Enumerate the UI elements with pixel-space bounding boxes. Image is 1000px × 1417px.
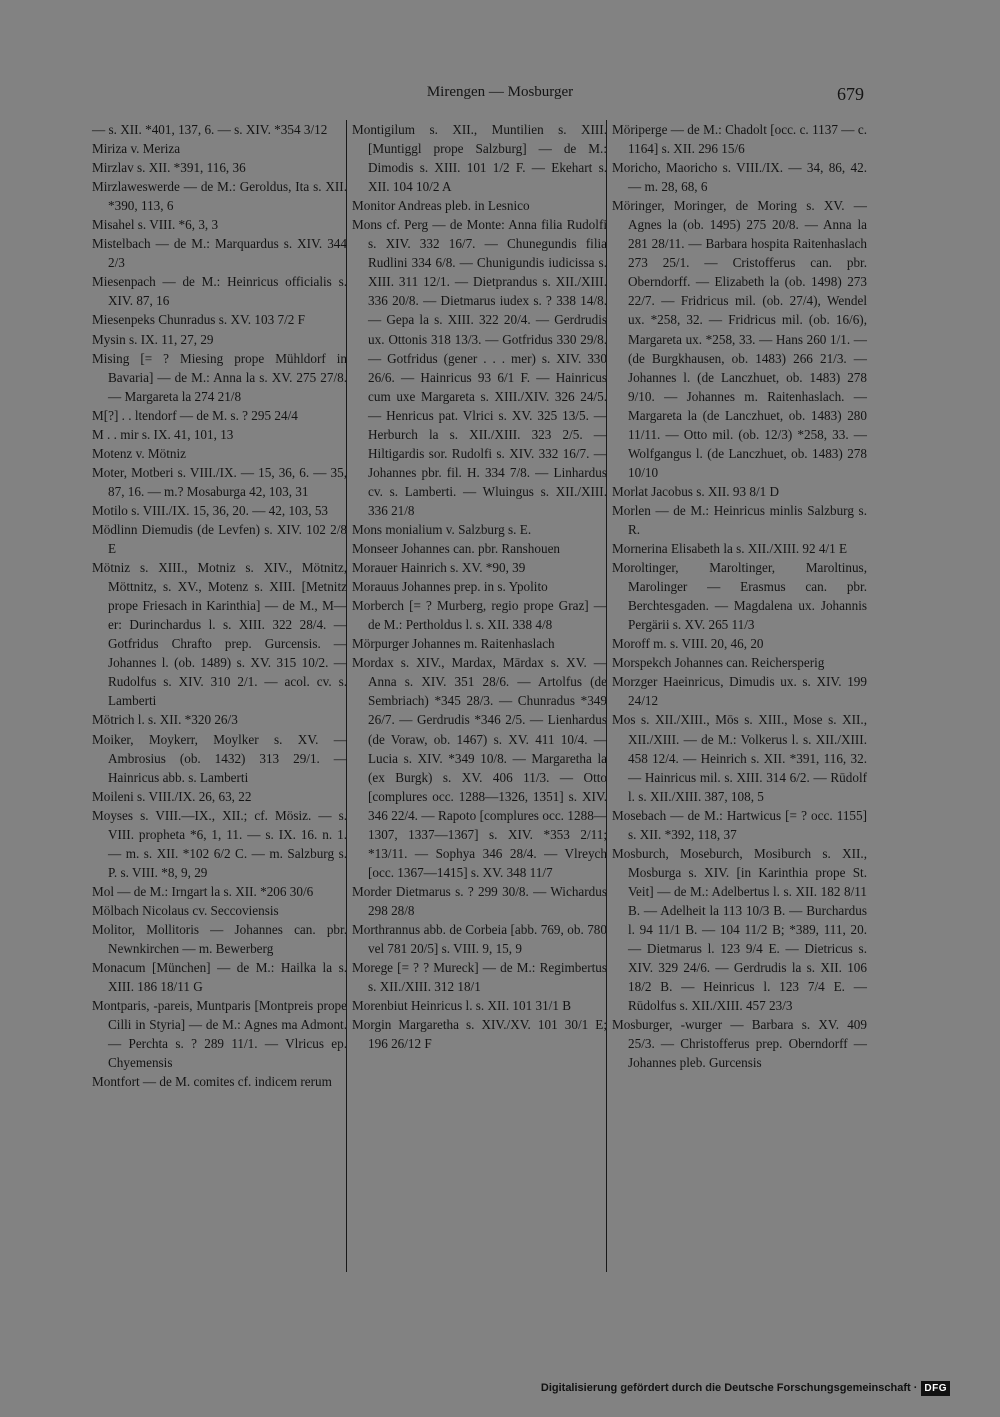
index-entry: — s. XII. *401, 137, 6. — s. XIV. *354 3/12 bbox=[92, 122, 328, 137]
index-entry: Molitor, Mollitoris — Johannes can. pbr. Newnkirchen — m. Bewerberg bbox=[92, 921, 347, 957]
index-entry: Mirzlaweswerde — de M.: Geroldus, Ita s. XII. *390, 113, 6 bbox=[92, 179, 347, 214]
index-entry: Mysin s. IX. 11, 27, 29 bbox=[92, 331, 214, 347]
index-column-2 bbox=[352, 120, 607, 1053]
index-entry: Mörpurger Johannes m. Raitenhaslach bbox=[352, 636, 555, 652]
index-entry: Miriza v. Meriza bbox=[92, 141, 181, 157]
index-entry: Moroff m. s. VIII. 20, 46, 20 bbox=[612, 636, 764, 652]
index-entry: Mos s. XII./XIII., Mōs s. XIII., Mose s. XII., XII./XIII. — de M.: Volkerus l. s. XII./XIII. 458 12/4. — Heinrich s. XII. *391, 116, 32. — Hainricus mil. s. XIII. 314 6/2. — Rūdolf l. s. XII./XIII. 387, 108, 5 bbox=[612, 712, 867, 804]
index-entry: Morenbiut Heinricus l. s. XII. 101 31/1 B bbox=[352, 998, 572, 1014]
index-entry: Moroltinger, Maroltinger, Maroltinus, Marolinger — Erasmus can. pbr. Berchtesgaden. — Magdalena ux. Johannis Pergärii s. XV. 265 11/3 bbox=[612, 560, 867, 633]
dfg-logo: DFG bbox=[921, 1381, 950, 1396]
index-entry: Mordax s. XIV., Mardax, Mārdax s. XV. — Anna s. XIV. 351 28/6. — Artolfus (de Sembriach) *345 28/3. — Chunradus *349 26/7. — Gerdrudis *346 2/5. — Lienhardus (de Voraw, ob. 1467) s. XV. 411 10/4. — Lucia s. XIV. *349 10/8. — Margaretha la (ex Burgk) s. XV. 406 11/3. — Otto [complures occ. 1288—1326, 1351] s. XIV. 346 22/4. — Rapoto [complures occ. 1288—1307, 1337—1367] s. XIV. *353 2/11; *13/11. — Sophya 346 28/4. — Vlreych [occ. 1367—1415] s. XV. 348 11/7 bbox=[352, 655, 607, 880]
index-entry: Morlat Jacobus s. XII. 93 8/1 D bbox=[612, 483, 780, 499]
index-entry: Mötniz s. XIII., Motniz s. XIV., Mötnitz, Möttnitz, s. XV., Motenz s. XIII. [Metnitz prope Friesach in Karinthia] — de M., M—er: Durinchardus l. s. XIII. 322 28/4. — Gotfridus Chrafto prep. Gurcensis. — Johannes l. (ob. 1489) s. XV. 315 10/2. — Rudolfus s. XIV. 310 2/1. — acol. cv. s. Lamberti bbox=[92, 560, 347, 709]
index-entry: Mölbach Nicolaus cv. Seccoviensis bbox=[92, 902, 279, 918]
index-entry: Montparis, -pareis, Muntparis [Montpreis prope Cilli in Styria] — de M.: Agnes ma Admont. — Perchta s. ? 289 11/1. — Vlricus ep. Chyemensis bbox=[92, 998, 347, 1071]
index-entry: M . . mir s. IX. 41, 101, 13 bbox=[92, 426, 234, 442]
index-entry: Montfort — de M. comites cf. indicem rerum bbox=[92, 1074, 332, 1090]
index-entry: Morthrannus abb. de Corbeia [abb. 769, ob. 780 vel 781 20/5] s. VIII. 9, 15, 9 bbox=[352, 921, 607, 957]
index-entry: Mosburch, Moseburch, Mosiburch s. XII., Mosburga s. XIV. [in Karinthia prope St. Veit] — de M.: Adelbertus l. s. XII. 182 8/11 B. — Adelheit la 113 10/3 B. — Burchardus l. 94 11/1 B. — 104 11/2 B; *389, 111, 20. — Dietmarus l. 123 9/4 E. — Dietricus s. XIV. 329 24/6. — Gerdrudis la s. XII. 106 18/2 B. — Heinricus l. 123 7/4 E. — Rūdolfus s. XII./XIII. 457 23/3 bbox=[612, 845, 867, 1014]
index-entry: Monacum [München] — de M.: Hailka la s. XIII. 186 18/11 G bbox=[92, 960, 347, 995]
page-number: 679 bbox=[837, 84, 864, 104]
index-entry: Montigilum s. XII., Muntilien s. XIII. [Muntiggl prope Salzburg] — de M.: Dimodis s. XIII. 101 1/2 F. — Ekehart s. XII. 104 10/2 A bbox=[352, 122, 607, 195]
index-entry: Mornerina Elisabeth la s. XII./XIII. 92 4/1 E bbox=[612, 541, 848, 557]
index-entry: Moyses s. VIII.—IX., XII.; cf. Mösiz. — s. VIII. propheta *6, 1, 11. — s. IX. 16. n. 1. — m. s. XII. *102 6/2 C. — m. Salzburg s. P. s. VIII. *8, 9, 29 bbox=[92, 807, 347, 880]
footer-credit bbox=[541, 1377, 950, 1399]
index-entry: Motenz v. Mötniz bbox=[92, 445, 187, 461]
index-entry: Moileni s. VIII./IX. 26, 63, 22 bbox=[92, 788, 252, 804]
index-column-1 bbox=[92, 120, 347, 1091]
index-entry: Moricho, Maoricho s. VIII./IX. — 34, 86, 42. — m. 28, 68, 6 bbox=[612, 160, 867, 195]
index-entry: Monseer Johannes can. pbr. Ranshouen bbox=[352, 541, 561, 557]
footer-text: Digitalisierung gefördert durch die Deutsche Forschungsgemeinschaft · bbox=[540, 1382, 918, 1394]
index-entry: Möringer, Moringer, de Moring s. XV. — Agnes la (ob. 1495) 275 20/8. — Anna la 281 28/11. — Barbara hospita Raitenhaslach 273 25/1. — Cristofferus can. pbr. Oberndorff. — Elizabeth la (ob. 1498) 273 22/7. — Fridricus mil. (ob. 27/4), Wendel ux. *258, 32. — Fridricus mil. (ob. 16/6), Margareta ux. *258, 33. — Hans 260 1/1. — (de Burgkhausen, ob. 1483) 266 21/3. — Johannes l. (de Lanczhuet, ob. 1483) 278 9/10. — Johannes m. Raitenhaslach. — Margareta la (de Lanczhuet, ob. 1483) 280 11/11. — Otto mil. (ob. 12/3) *258, 33. — Wolfgangus l. (de Lanczhuet, ob. 1483) 278 10/10 bbox=[612, 198, 867, 480]
index-entry: Morder Dietmarus s. ? 299 30/8. — Wichardus 298 28/8 bbox=[352, 883, 607, 918]
index-entry: Motilo s. VIII./IX. 15, 36, 20. — 42, 103, 53 bbox=[92, 502, 329, 518]
index-entry: Moter, Motberi s. VIII./IX. — 15, 36, 6. — 35, 87, 16. — m.? Mosaburga 42, 103, 31 bbox=[92, 464, 347, 499]
index-entry: Mol — de M.: Irngart la s. XII. *206 30/6 bbox=[92, 883, 314, 899]
index-column-3 bbox=[612, 120, 867, 1072]
index-entry: Moiker, Moykerr, Moylker s. XV. — Ambrosius (ob. 1432) 313 29/1. — Hainricus abb. s. Lamberti bbox=[92, 731, 347, 785]
index-entry: Morauer Hainrich s. XV. *90, 39 bbox=[352, 560, 526, 576]
index-entry: Mistelbach — de M.: Marquardus s. XIV. 344 2/3 bbox=[92, 236, 347, 271]
index-entry: Mons monialium v. Salzburg s. E. bbox=[352, 521, 532, 537]
index-entry: Misahel s. VIII. *6, 3, 3 bbox=[92, 217, 219, 233]
index-entry: Morspekch Johannes can. Reichersperig bbox=[612, 655, 825, 671]
index-entry: Morzger Haeinricus, Dimudis ux. s. XIV. 199 24/12 bbox=[612, 674, 867, 709]
index-entry: Mötrich l. s. XII. *320 26/3 bbox=[92, 712, 238, 728]
index-entry: Miesenpach — de M.: Heinricus officialis s. XIV. 87, 16 bbox=[92, 274, 347, 309]
index-entry: Morberch [= ? Murberg, regio prope Graz] — de M.: Pertholdus l. s. XII. 338 4/8 bbox=[352, 598, 607, 633]
index-entry: Morgin Margaretha s. XIV./XV. 101 30/1 E; 196 26/12 F bbox=[352, 1017, 607, 1052]
index-entry: Mons cf. Perg — de Monte: Anna filia Rudolfi s. XIV. 332 16/7. — Chunegundis filia Rudlini 334 6/8. — Chunigundis iudicissa s. XIII. 311 12/1. — Dietprandus s. XII./XIII. 336 20/8. — Dietmarus iudex s. ? 338 14/8. — Gepa la s. XIII. 322 20/4. — Gerdrudis ux. Ottonis 318 13/3. — Gotfridus 330 29/8. — Gotfridus (gener . . . mer) s. XIV. 330 26/6. — Hainricus 93 6/1 F. — Hainricus cum uxe Margareta s. XIII./XIV. 326 24/5. — Henricus pat. Vlrici s. XV. 325 13/5. — Herburch la s. XII./XIII. 323 2/5. — Hiltigardis sor. Rudolfi s. XIV. 332 16/7. — Johannes pbr. fil. H. 334 7/8. — Linhardus cv. s. Lamberti. — Wluingus s. XII./XIII. 336 21/8 bbox=[352, 217, 607, 518]
index-entry: M[?] . . ltendorf — de M. s. ? 295 24/4 bbox=[92, 407, 298, 423]
index-entry: Möriperge — de M.: Chadolt [occ. c. 1137 — c. 1164] s. XII. 296 15/6 bbox=[612, 122, 867, 157]
index-entry: Morlen — de M.: Heinricus minlis Salzburg s. R. bbox=[612, 502, 867, 537]
index-entry: Mirzlav s. XII. *391, 116, 36 bbox=[92, 160, 246, 176]
index-entry: Mosburger, -wurger — Barbara s. XV. 409 25/3. — Christofferus prep. Oberndorff — Johannes pleb. Gurcensis bbox=[612, 1017, 867, 1071]
index-entry: Miesenpeks Chunradus s. XV. 103 7/2 F bbox=[92, 312, 305, 328]
index-entry: Morauus Johannes prep. in s. Ypolito bbox=[352, 579, 548, 595]
page-header-title: Mirengen — Mosburger bbox=[426, 84, 574, 100]
index-entry: Mödlinn Diemudis (de Levfen) s. XIV. 102 2/8 E bbox=[92, 521, 347, 557]
index-entry: Mosebach — de M.: Hartwicus [= ? occ. 1155] s. XII. *392, 118, 37 bbox=[612, 807, 867, 842]
index-entry: Morege [= ? ? Mureck] — de M.: Regimbertus s. XII./XIII. 312 18/1 bbox=[352, 960, 607, 995]
index-entry: Monitor Andreas pleb. in Lesnico bbox=[352, 198, 530, 214]
index-entry: Mising [= ? Miesing prope Mühldorf in Bavaria] — de M.: Anna la s. XV. 275 27/8. — Margareta la 274 21/8 bbox=[92, 350, 347, 404]
